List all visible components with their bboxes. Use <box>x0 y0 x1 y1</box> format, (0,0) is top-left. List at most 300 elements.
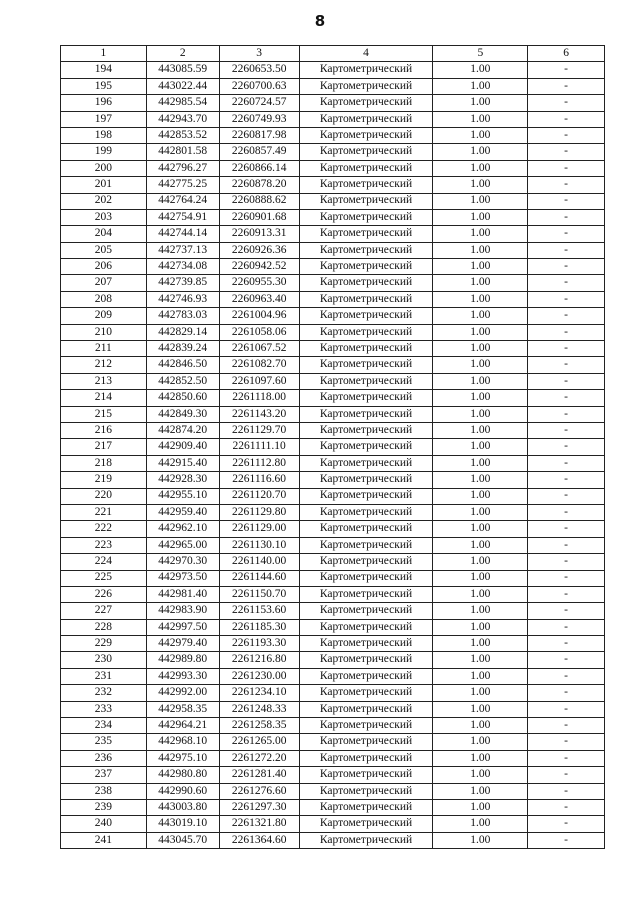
cell-note: - <box>528 324 605 340</box>
cell-accuracy: 1.00 <box>433 341 528 357</box>
cell-x-coordinate: 442993.30 <box>146 668 219 684</box>
table-row <box>61 685 605 701</box>
cell-accuracy: 1.00 <box>433 685 528 701</box>
cell-point-number: 221 <box>61 504 147 520</box>
cell-x-coordinate: 442962.10 <box>146 521 219 537</box>
cell-point-number: 200 <box>61 160 147 176</box>
cell-note: - <box>528 373 605 389</box>
cell-method: Картометрический <box>299 816 433 832</box>
cell-x-coordinate: 442746.93 <box>146 291 219 307</box>
cell-accuracy: 1.00 <box>433 734 528 750</box>
cell-point-number: 220 <box>61 488 147 504</box>
table-row <box>61 439 605 455</box>
cell-accuracy: 1.00 <box>433 209 528 225</box>
cell-point-number: 215 <box>61 406 147 422</box>
cell-y-coordinate: 2261004.96 <box>219 308 299 324</box>
cell-accuracy: 1.00 <box>433 422 528 438</box>
header-cell-6: 6 <box>528 46 605 62</box>
cell-accuracy: 1.00 <box>433 750 528 766</box>
cell-point-number: 210 <box>61 324 147 340</box>
cell-accuracy: 1.00 <box>433 242 528 258</box>
cell-point-number: 205 <box>61 242 147 258</box>
cell-point-number: 224 <box>61 554 147 570</box>
cell-accuracy: 1.00 <box>433 832 528 848</box>
cell-method: Картометрический <box>299 439 433 455</box>
table-row <box>61 619 605 635</box>
table-row <box>61 783 605 799</box>
cell-accuracy: 1.00 <box>433 816 528 832</box>
cell-accuracy: 1.00 <box>433 718 528 734</box>
cell-note: - <box>528 259 605 275</box>
table-row <box>61 455 605 471</box>
cell-note: - <box>528 242 605 258</box>
table-row <box>61 472 605 488</box>
cell-note: - <box>528 308 605 324</box>
cell-note: - <box>528 701 605 717</box>
cell-method: Картометрический <box>299 783 433 799</box>
cell-x-coordinate: 443019.10 <box>146 816 219 832</box>
cell-method: Картометрический <box>299 554 433 570</box>
cell-accuracy: 1.00 <box>433 406 528 422</box>
cell-method: Картометрический <box>299 160 433 176</box>
cell-note: - <box>528 488 605 504</box>
cell-x-coordinate: 442990.60 <box>146 783 219 799</box>
cell-x-coordinate: 442970.30 <box>146 554 219 570</box>
cell-note: - <box>528 668 605 684</box>
cell-note: - <box>528 291 605 307</box>
cell-method: Картометрический <box>299 308 433 324</box>
cell-accuracy: 1.00 <box>433 193 528 209</box>
cell-method: Картометрический <box>299 832 433 848</box>
cell-point-number: 230 <box>61 652 147 668</box>
cell-x-coordinate: 442958.35 <box>146 701 219 717</box>
cell-y-coordinate: 2261129.80 <box>219 504 299 520</box>
cell-point-number: 240 <box>61 816 147 832</box>
cell-note: - <box>528 160 605 176</box>
cell-y-coordinate: 2261150.70 <box>219 586 299 602</box>
cell-y-coordinate: 2260749.93 <box>219 111 299 127</box>
cell-y-coordinate: 2261193.30 <box>219 636 299 652</box>
cell-x-coordinate: 442973.50 <box>146 570 219 586</box>
cell-x-coordinate: 442850.60 <box>146 390 219 406</box>
cell-note: - <box>528 177 605 193</box>
cell-note: - <box>528 570 605 586</box>
cell-x-coordinate: 442959.40 <box>146 504 219 520</box>
cell-point-number: 238 <box>61 783 147 799</box>
cell-method: Картометрический <box>299 324 433 340</box>
cell-x-coordinate: 442997.50 <box>146 619 219 635</box>
table-row <box>61 799 605 815</box>
cell-note: - <box>528 603 605 619</box>
cell-x-coordinate: 442989.80 <box>146 652 219 668</box>
table-row <box>61 275 605 291</box>
cell-y-coordinate: 2261058.06 <box>219 324 299 340</box>
cell-method: Картометрический <box>299 734 433 750</box>
table-row <box>61 422 605 438</box>
cell-method: Картометрический <box>299 144 433 160</box>
cell-method: Картометрический <box>299 193 433 209</box>
cell-x-coordinate: 442909.40 <box>146 439 219 455</box>
cell-accuracy: 1.00 <box>433 619 528 635</box>
cell-y-coordinate: 2261281.40 <box>219 767 299 783</box>
cell-method: Картометрический <box>299 242 433 258</box>
cell-point-number: 239 <box>61 799 147 815</box>
cell-point-number: 214 <box>61 390 147 406</box>
cell-y-coordinate: 2261082.70 <box>219 357 299 373</box>
table-row <box>61 111 605 127</box>
cell-accuracy: 1.00 <box>433 521 528 537</box>
cell-point-number: 228 <box>61 619 147 635</box>
cell-y-coordinate: 2260700.63 <box>219 78 299 94</box>
cell-y-coordinate: 2260901.68 <box>219 209 299 225</box>
cell-point-number: 218 <box>61 455 147 471</box>
cell-y-coordinate: 2261067.52 <box>219 341 299 357</box>
cell-accuracy: 1.00 <box>433 586 528 602</box>
cell-point-number: 204 <box>61 226 147 242</box>
cell-y-coordinate: 2261144.60 <box>219 570 299 586</box>
page-number: 8 <box>314 12 326 30</box>
cell-method: Картометрический <box>299 406 433 422</box>
cell-method: Картометрический <box>299 78 433 94</box>
cell-accuracy: 1.00 <box>433 390 528 406</box>
cell-accuracy: 1.00 <box>433 127 528 143</box>
cell-method: Картометрический <box>299 373 433 389</box>
cell-point-number: 203 <box>61 209 147 225</box>
cell-x-coordinate: 442849.30 <box>146 406 219 422</box>
cell-point-number: 217 <box>61 439 147 455</box>
cell-accuracy: 1.00 <box>433 357 528 373</box>
cell-accuracy: 1.00 <box>433 554 528 570</box>
cell-x-coordinate: 442979.40 <box>146 636 219 652</box>
table-row <box>61 570 605 586</box>
cell-x-coordinate: 442928.30 <box>146 472 219 488</box>
cell-x-coordinate: 442783.03 <box>146 308 219 324</box>
cell-x-coordinate: 442829.14 <box>146 324 219 340</box>
cell-y-coordinate: 2261364.60 <box>219 832 299 848</box>
table-row <box>61 193 605 209</box>
table-body <box>61 62 605 849</box>
cell-accuracy: 1.00 <box>433 652 528 668</box>
cell-y-coordinate: 2260926.36 <box>219 242 299 258</box>
cell-point-number: 198 <box>61 127 147 143</box>
cell-y-coordinate: 2261120.70 <box>219 488 299 504</box>
cell-point-number: 194 <box>61 62 147 78</box>
table-row <box>61 586 605 602</box>
cell-y-coordinate: 2261143.20 <box>219 406 299 422</box>
cell-y-coordinate: 2261265.00 <box>219 734 299 750</box>
table-row <box>61 636 605 652</box>
header-cell-1: 1 <box>61 46 147 62</box>
cell-accuracy: 1.00 <box>433 259 528 275</box>
cell-y-coordinate: 2261129.00 <box>219 521 299 537</box>
cell-y-coordinate: 2260955.30 <box>219 275 299 291</box>
cell-y-coordinate: 2260817.98 <box>219 127 299 143</box>
cell-y-coordinate: 2261185.30 <box>219 619 299 635</box>
cell-point-number: 201 <box>61 177 147 193</box>
cell-accuracy: 1.00 <box>433 177 528 193</box>
cell-y-coordinate: 2261111.10 <box>219 439 299 455</box>
cell-note: - <box>528 275 605 291</box>
cell-accuracy: 1.00 <box>433 799 528 815</box>
cell-note: - <box>528 193 605 209</box>
cell-accuracy: 1.00 <box>433 636 528 652</box>
cell-y-coordinate: 2260866.14 <box>219 160 299 176</box>
cell-point-number: 226 <box>61 586 147 602</box>
cell-x-coordinate: 442983.90 <box>146 603 219 619</box>
cell-point-number: 227 <box>61 603 147 619</box>
table-row <box>61 291 605 307</box>
cell-accuracy: 1.00 <box>433 308 528 324</box>
cell-accuracy: 1.00 <box>433 111 528 127</box>
cell-method: Картометрический <box>299 636 433 652</box>
cell-point-number: 207 <box>61 275 147 291</box>
cell-accuracy: 1.00 <box>433 701 528 717</box>
cell-y-coordinate: 2261130.10 <box>219 537 299 553</box>
table-row <box>61 504 605 520</box>
cell-point-number: 234 <box>61 718 147 734</box>
table-row <box>61 668 605 684</box>
cell-accuracy: 1.00 <box>433 783 528 799</box>
cell-x-coordinate: 442955.10 <box>146 488 219 504</box>
cell-note: - <box>528 226 605 242</box>
cell-point-number: 211 <box>61 341 147 357</box>
table-row <box>61 750 605 766</box>
cell-note: - <box>528 783 605 799</box>
cell-point-number: 196 <box>61 95 147 111</box>
cell-y-coordinate: 2261248.33 <box>219 701 299 717</box>
cell-note: - <box>528 439 605 455</box>
cell-accuracy: 1.00 <box>433 767 528 783</box>
table-row <box>61 554 605 570</box>
cell-method: Картометрический <box>299 619 433 635</box>
cell-accuracy: 1.00 <box>433 226 528 242</box>
cell-note: - <box>528 816 605 832</box>
header-cell-5: 5 <box>433 46 528 62</box>
cell-point-number: 195 <box>61 78 147 94</box>
cell-method: Картометрический <box>299 259 433 275</box>
cell-method: Картометрический <box>299 701 433 717</box>
cell-y-coordinate: 2261297.30 <box>219 799 299 815</box>
cell-x-coordinate: 443022.44 <box>146 78 219 94</box>
cell-note: - <box>528 357 605 373</box>
cell-point-number: 229 <box>61 636 147 652</box>
cell-method: Картометрический <box>299 504 433 520</box>
cell-method: Картометрический <box>299 488 433 504</box>
cell-accuracy: 1.00 <box>433 439 528 455</box>
cell-accuracy: 1.00 <box>433 324 528 340</box>
cell-point-number: 216 <box>61 422 147 438</box>
cell-y-coordinate: 2261112.80 <box>219 455 299 471</box>
cell-y-coordinate: 2261216.80 <box>219 652 299 668</box>
cell-point-number: 241 <box>61 832 147 848</box>
cell-x-coordinate: 442853.52 <box>146 127 219 143</box>
table-row <box>61 406 605 422</box>
cell-x-coordinate: 442852.50 <box>146 373 219 389</box>
cell-point-number: 225 <box>61 570 147 586</box>
cell-accuracy: 1.00 <box>433 570 528 586</box>
cell-method: Картометрический <box>299 799 433 815</box>
cell-note: - <box>528 586 605 602</box>
cell-note: - <box>528 472 605 488</box>
table-row <box>61 259 605 275</box>
cell-point-number: 236 <box>61 750 147 766</box>
cell-x-coordinate: 442981.40 <box>146 586 219 602</box>
header-cell-2: 2 <box>146 46 219 62</box>
cell-note: - <box>528 341 605 357</box>
cell-note: - <box>528 95 605 111</box>
header-cell-4: 4 <box>299 46 433 62</box>
cell-x-coordinate: 442980.80 <box>146 767 219 783</box>
cell-method: Картометрический <box>299 62 433 78</box>
cell-y-coordinate: 2260878.20 <box>219 177 299 193</box>
cell-method: Картометрический <box>299 390 433 406</box>
cell-y-coordinate: 2261129.70 <box>219 422 299 438</box>
table-row <box>61 226 605 242</box>
cell-accuracy: 1.00 <box>433 144 528 160</box>
cell-x-coordinate: 442754.91 <box>146 209 219 225</box>
cell-note: - <box>528 406 605 422</box>
cell-note: - <box>528 685 605 701</box>
cell-y-coordinate: 2260724.57 <box>219 95 299 111</box>
cell-method: Картометрический <box>299 668 433 684</box>
header-cell-3: 3 <box>219 46 299 62</box>
cell-y-coordinate: 2260888.62 <box>219 193 299 209</box>
cell-y-coordinate: 2261258.35 <box>219 718 299 734</box>
cell-y-coordinate: 2261276.60 <box>219 783 299 799</box>
cell-method: Картометрический <box>299 422 433 438</box>
cell-point-number: 233 <box>61 701 147 717</box>
cell-point-number: 202 <box>61 193 147 209</box>
cell-accuracy: 1.00 <box>433 291 528 307</box>
coordinates-table <box>60 45 605 849</box>
cell-y-coordinate: 2261116.60 <box>219 472 299 488</box>
cell-y-coordinate: 2261118.00 <box>219 390 299 406</box>
cell-x-coordinate: 442975.10 <box>146 750 219 766</box>
cell-method: Картометрический <box>299 537 433 553</box>
cell-note: - <box>528 767 605 783</box>
cell-accuracy: 1.00 <box>433 472 528 488</box>
cell-note: - <box>528 652 605 668</box>
cell-method: Картометрический <box>299 652 433 668</box>
cell-method: Картометрический <box>299 586 433 602</box>
cell-accuracy: 1.00 <box>433 160 528 176</box>
cell-note: - <box>528 504 605 520</box>
cell-point-number: 212 <box>61 357 147 373</box>
table-row <box>61 177 605 193</box>
cell-point-number: 223 <box>61 537 147 553</box>
cell-note: - <box>528 144 605 160</box>
cell-accuracy: 1.00 <box>433 455 528 471</box>
cell-x-coordinate: 442737.13 <box>146 242 219 258</box>
table-row <box>61 718 605 734</box>
cell-x-coordinate: 443045.70 <box>146 832 219 848</box>
cell-note: - <box>528 718 605 734</box>
table-row <box>61 341 605 357</box>
cell-y-coordinate: 2261153.60 <box>219 603 299 619</box>
table-row <box>61 832 605 848</box>
cell-accuracy: 1.00 <box>433 78 528 94</box>
cell-y-coordinate: 2261272.20 <box>219 750 299 766</box>
table-row <box>61 324 605 340</box>
cell-method: Картометрический <box>299 455 433 471</box>
cell-method: Картометрический <box>299 685 433 701</box>
cell-x-coordinate: 442943.70 <box>146 111 219 127</box>
cell-note: - <box>528 422 605 438</box>
table-row <box>61 209 605 225</box>
cell-y-coordinate: 2261140.00 <box>219 554 299 570</box>
table-row <box>61 521 605 537</box>
cell-note: - <box>528 390 605 406</box>
cell-y-coordinate: 2260913.31 <box>219 226 299 242</box>
table-row <box>61 160 605 176</box>
cell-method: Картометрический <box>299 209 433 225</box>
cell-note: - <box>528 832 605 848</box>
cell-x-coordinate: 442764.24 <box>146 193 219 209</box>
table-row <box>61 357 605 373</box>
cell-x-coordinate: 442968.10 <box>146 734 219 750</box>
cell-y-coordinate: 2261230.00 <box>219 668 299 684</box>
table-row <box>61 62 605 78</box>
cell-x-coordinate: 443085.59 <box>146 62 219 78</box>
cell-x-coordinate: 442965.00 <box>146 537 219 553</box>
table-row <box>61 734 605 750</box>
cell-x-coordinate: 442744.14 <box>146 226 219 242</box>
cell-x-coordinate: 442739.85 <box>146 275 219 291</box>
cell-point-number: 213 <box>61 373 147 389</box>
cell-accuracy: 1.00 <box>433 668 528 684</box>
table-row <box>61 767 605 783</box>
cell-x-coordinate: 442796.27 <box>146 160 219 176</box>
cell-method: Картометрический <box>299 750 433 766</box>
cell-x-coordinate: 442992.00 <box>146 685 219 701</box>
cell-note: - <box>528 734 605 750</box>
cell-x-coordinate: 442874.20 <box>146 422 219 438</box>
cell-note: - <box>528 111 605 127</box>
cell-method: Картометрический <box>299 718 433 734</box>
cell-point-number: 237 <box>61 767 147 783</box>
cell-accuracy: 1.00 <box>433 275 528 291</box>
cell-method: Картометрический <box>299 127 433 143</box>
table-row <box>61 308 605 324</box>
cell-note: - <box>528 619 605 635</box>
cell-note: - <box>528 750 605 766</box>
cell-accuracy: 1.00 <box>433 603 528 619</box>
table-row <box>61 242 605 258</box>
table-row <box>61 95 605 111</box>
cell-x-coordinate: 442801.58 <box>146 144 219 160</box>
cell-point-number: 235 <box>61 734 147 750</box>
cell-method: Картометрический <box>299 521 433 537</box>
table-row <box>61 127 605 143</box>
cell-note: - <box>528 799 605 815</box>
cell-y-coordinate: 2260963.40 <box>219 291 299 307</box>
table-row <box>61 701 605 717</box>
cell-point-number: 209 <box>61 308 147 324</box>
cell-accuracy: 1.00 <box>433 62 528 78</box>
cell-y-coordinate: 2261097.60 <box>219 373 299 389</box>
cell-point-number: 199 <box>61 144 147 160</box>
cell-method: Картометрический <box>299 341 433 357</box>
table-row <box>61 390 605 406</box>
cell-y-coordinate: 2261234.10 <box>219 685 299 701</box>
cell-method: Картометрический <box>299 111 433 127</box>
cell-method: Картометрический <box>299 472 433 488</box>
cell-x-coordinate: 442775.25 <box>146 177 219 193</box>
cell-note: - <box>528 209 605 225</box>
cell-method: Картометрический <box>299 95 433 111</box>
cell-x-coordinate: 442846.50 <box>146 357 219 373</box>
cell-method: Картометрический <box>299 570 433 586</box>
